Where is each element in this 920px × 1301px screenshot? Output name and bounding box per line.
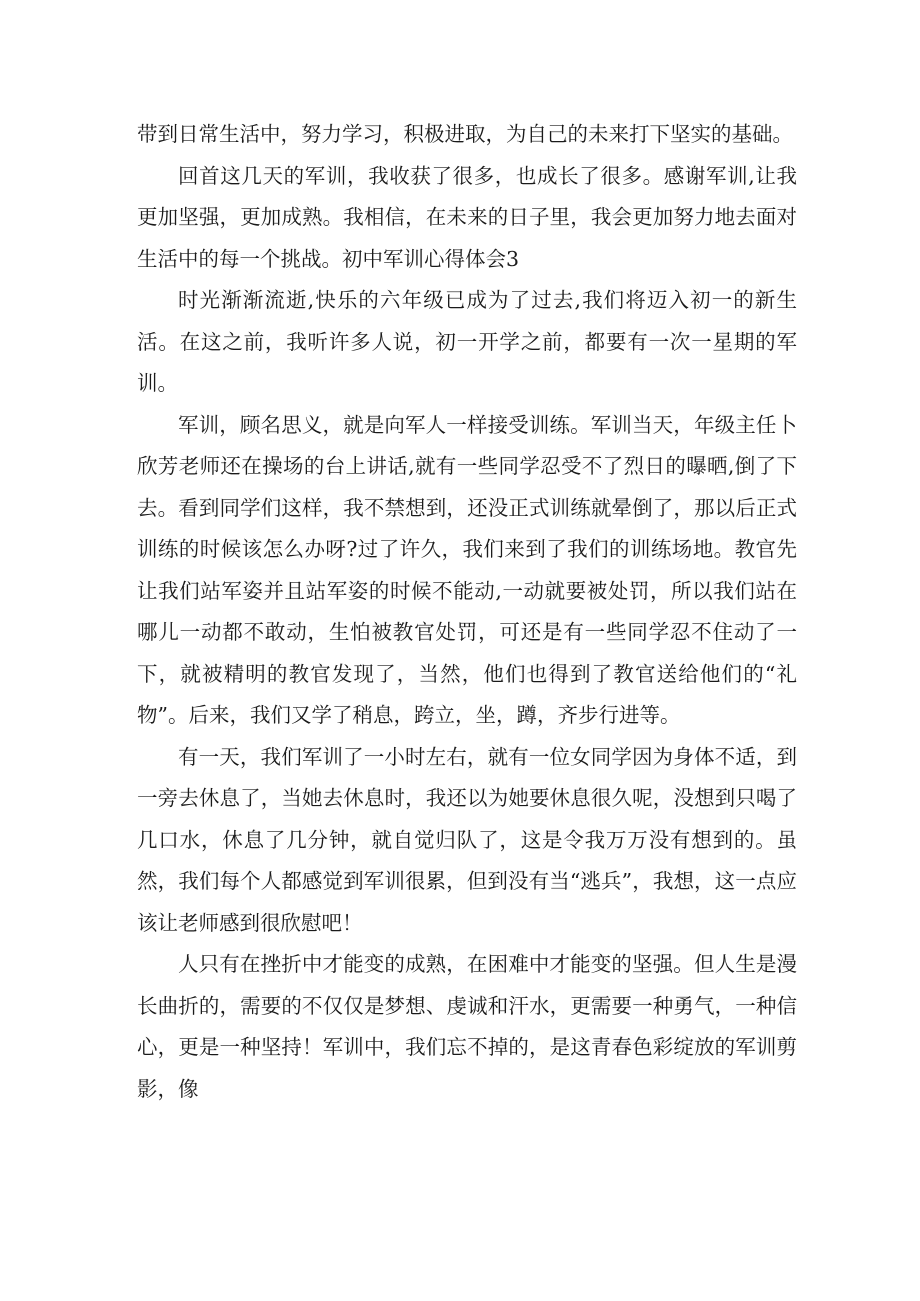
paragraph-1: 带到日常生活中，努力学习，积极进取，为自己的未来打下坚实的基础。 [137, 122, 793, 146]
paragraph-5: 有一天，我们军训了一小时左右，就有一位女同学因为身体不适，到一旁去休息了，当她去休息时，我还以为她要休息很久呢，没想到只喝了几口水，休息了几分钟，就自觉归队了，这是令我万万没有想到的。虽然，我们每个人都感觉到军训很累，但到没有当“逃兵”，我想，这一点应该让老师感到很欣慰吧！ [137, 744, 797, 935]
paragraph-6: 人只有在挫折中才能变的成熟，在困难中才能变的坚强。但人生是漫长曲折的，需要的不仅仅是梦想、虔诚和汗水，更需要一种勇气，一种信心，更是一种坚持！军训中，我们忘不掉的，是这青春色彩绽放的军训剪影，像 [137, 952, 797, 1101]
paragraph-4: 军训，顾名思义，就是向军人一样接受训练。军训当天，年级主任卜欣芳老师还在操场的台上讲话,就有一些同学忍受不了烈日的曝晒,倒了下去。看到同学们这样，我不禁想到，还没正式训练就晕倒了，那以后正式训练的时候该怎么办呀?过了许久，我们来到了我们的训练场地。教官先让我们站军姿并且站军姿的时候不能动,一动就要被处罚，所以我们站在哪儿一动都不敢动，生怕被教官处罚，可还是有一些同学忍不住动了一下，就被精明的教官发现了，当然，他们也得到了教官送给他们的“礼物”。后来，我们又学了稍息，跨立，坐，蹲，齐步行进等。 [137, 412, 797, 727]
paragraph-3: 时光渐渐流逝,快乐的六年级已成为了过去,我们将迈入初一的新生活。在这之前，我听许多人说，初一开学之前，都要有一次一星期的军训。 [137, 288, 797, 395]
document-body [137, 114, 797, 1110]
paragraph-2: 回首这几天的军训，我收获了很多，也成长了很多。感谢军训,让我更加坚强，更加成熟。我相信，在未来的日子里，我会更加努力地去面对生活中的每一个挑战。初中军训心得体会3 [137, 163, 797, 271]
